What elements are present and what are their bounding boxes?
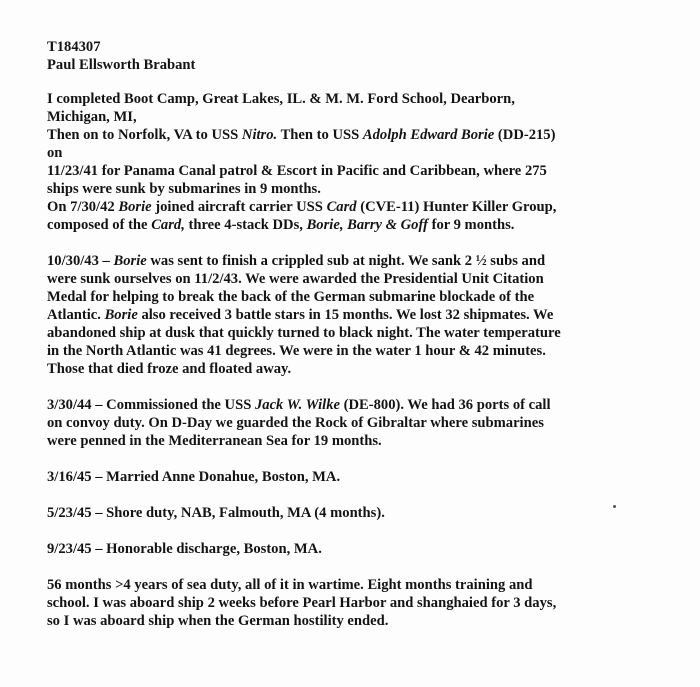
text-segment: 3/30/44 – Commissioned the USS <box>47 397 255 413</box>
text-segment: on <box>47 145 63 161</box>
text-segment: I completed Boot Camp, Great Lakes, IL. & M. M. Ford School, Dearborn, <box>47 91 515 107</box>
text-line <box>47 162 687 180</box>
document-body <box>47 38 687 630</box>
text-segment: 10/30/43 – <box>47 253 114 269</box>
text-line <box>47 306 687 324</box>
paragraph-list <box>47 90 687 630</box>
text-segment: 11/23/41 for Panama Canal patrol & Escort in Pacific and Caribbean, where 275 <box>47 163 547 179</box>
text-line <box>47 396 687 414</box>
paragraph <box>47 396 687 450</box>
paragraph <box>47 252 687 378</box>
italic-text: Borie <box>104 307 138 323</box>
text-line <box>47 432 687 450</box>
text-line <box>47 216 687 234</box>
text-segment: Medal for helping to break the back of the German submarine blockade of the <box>47 289 535 305</box>
text-segment: (DD-215) <box>494 127 556 143</box>
text-segment: (CVE-11) Hunter Killer Group, <box>356 199 557 215</box>
italic-text: Borie <box>113 253 147 269</box>
text-line <box>47 270 687 288</box>
text-line <box>47 504 687 522</box>
italic-text: Jack W. Wilke <box>254 397 340 413</box>
text-segment: was sent to finish a crippled sub at night. We sank 2 ½ subs and <box>146 253 546 269</box>
scan-speck <box>613 505 616 508</box>
text-segment: Then to USS <box>277 127 363 143</box>
text-line <box>47 576 687 594</box>
italic-text: Card <box>326 199 357 215</box>
text-segment: Michigan, MI, <box>47 109 137 125</box>
text-line <box>47 90 687 108</box>
text-segment: were sunk ourselves on 11/2/43. We were awarded the Presidential Unit Citation <box>47 271 544 287</box>
italic-text: Borie, Barry & Goff <box>306 217 428 233</box>
text-segment: joined aircraft carrier USS <box>151 199 327 215</box>
text-segment: Then on to Norfolk, VA to USS <box>47 127 242 143</box>
text-line <box>47 252 687 270</box>
text-line <box>47 144 687 162</box>
text-segment: (DE-800). We had 36 ports of call <box>339 397 551 413</box>
paragraph-gap <box>47 522 687 540</box>
italic-text: Borie <box>118 199 152 215</box>
text-segment: for 9 months. <box>427 217 515 233</box>
text-line <box>47 288 687 306</box>
spacer <box>47 74 687 90</box>
paragraph-gap <box>47 450 687 468</box>
text-segment: 56 months >4 years of sea duty, all of it in wartime. Eight months training and <box>47 577 533 593</box>
text-segment: On 7/30/42 <box>47 199 119 215</box>
text-segment: Those that died froze and floated away. <box>47 361 292 377</box>
text-line <box>47 198 687 216</box>
text-line <box>47 108 687 126</box>
text-segment: were penned in the Mediterranean Sea for 19 months. <box>47 433 382 449</box>
text-segment: ships were sunk by submarines in 9 months. <box>47 181 321 197</box>
text-line <box>47 594 687 612</box>
text-segment: 3/16/45 – Married Anne Donahue, Boston, MA. <box>47 469 341 485</box>
text-segment: also received 3 battle stars in 15 months. We lost 32 shipmates. We <box>137 307 554 323</box>
text-segment: so I was aboard ship when the German hostility ended. <box>47 613 389 629</box>
text-line <box>47 126 687 144</box>
text-line <box>47 180 687 198</box>
paragraph-gap <box>47 486 687 504</box>
italic-text: Adolph Edward Borie <box>362 127 495 143</box>
text-line <box>47 324 687 342</box>
paragraph <box>47 90 687 234</box>
text-segment: school. I was aboard ship 2 weeks before Pearl Harbor and shanghaied for 3 days, <box>47 595 557 611</box>
text-segment: three 4-stack DDs, <box>184 217 307 233</box>
text-segment: on convoy duty. On D-Day we guarded the Rock of Gibraltar where submarines <box>47 415 544 431</box>
text-line <box>47 342 687 360</box>
text-line <box>47 414 687 432</box>
paragraph <box>47 468 687 486</box>
text-segment: 5/23/45 – Shore duty, NAB, Falmouth, MA (4 months). <box>47 505 385 521</box>
paragraph <box>47 504 687 522</box>
paragraph <box>47 576 687 630</box>
paragraph-gap <box>47 378 687 396</box>
document-id: T184307 <box>47 39 101 55</box>
author-name: Paul Ellsworth Brabant <box>47 57 196 73</box>
text-segment: Atlantic. <box>47 307 105 323</box>
italic-text: Nitro. <box>241 127 278 143</box>
text-line <box>47 468 687 486</box>
italic-text: Card, <box>151 217 185 233</box>
text-segment: composed of the <box>47 217 152 233</box>
paragraph-gap <box>47 558 687 576</box>
text-line <box>47 612 687 630</box>
text-segment: abandoned ship at dusk that quickly turned to black night. The water temperature <box>47 325 561 341</box>
paragraph-gap <box>47 234 687 252</box>
paragraph <box>47 540 687 558</box>
text-line <box>47 540 687 558</box>
text-line <box>47 360 687 378</box>
text-segment: 9/23/45 – Honorable discharge, Boston, MA. <box>47 541 322 557</box>
text-segment: in the North Atlantic was 41 degrees. We were in the water 1 hour & 42 minutes. <box>47 343 546 359</box>
